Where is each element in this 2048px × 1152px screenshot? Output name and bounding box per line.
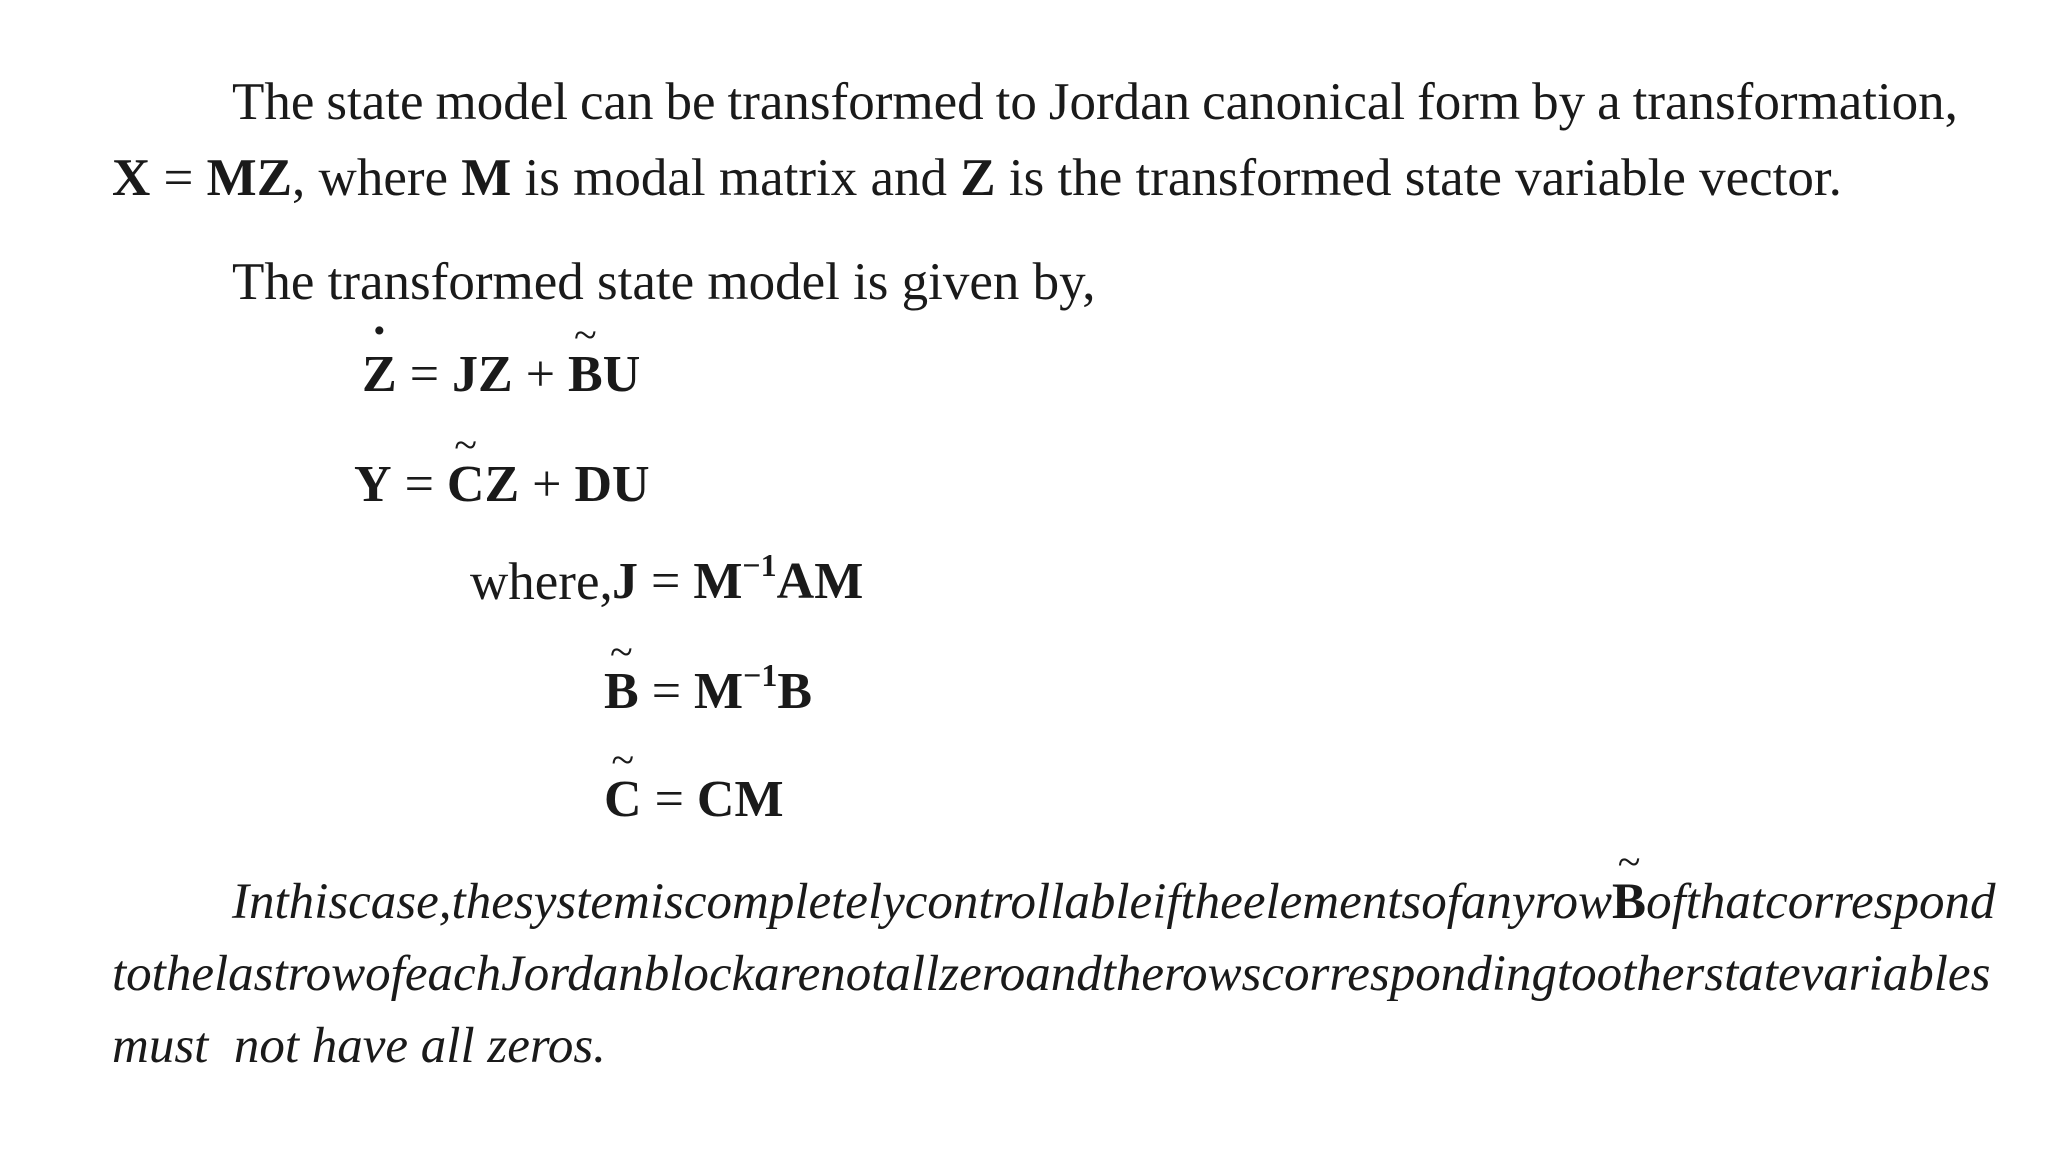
paragraph-1-line-2 [112,148,1842,208]
tilde-accent: ~ [574,313,597,359]
word: canonical [1202,73,1406,131]
word: be [665,73,716,131]
word: row [1534,874,1613,930]
word: form [1417,73,1521,131]
z-dot-symbol: Z · [362,302,397,403]
state-equation: Z · = JZ + B ~ U [362,302,641,403]
word: the [1101,946,1165,1002]
j-definition: $J = M^{-1}AM$ [612,547,864,610]
word: that [1685,874,1766,930]
symbol-x: X [112,149,151,207]
word: other [1596,946,1705,1002]
transformed-model-intro: The transformed state model is given by, [232,253,1096,311]
word: is [649,874,684,930]
tilde-accent: ~ [454,423,478,469]
word: transformation, [1632,73,1958,131]
equals-sign: = [150,149,207,207]
word: In [232,874,275,930]
word: Jordan [1048,73,1191,131]
word: any [1460,874,1535,930]
word: The [232,73,315,131]
word: case, [348,874,452,930]
word: of [1421,874,1461,930]
word: system [513,874,650,930]
symbol-m: M [461,149,512,207]
paragraph-2-line-2 [112,944,1991,1004]
b-tilde-symbol: B ~ [604,630,639,720]
dot-accent: · [371,302,388,358]
word: controllable [904,874,1153,930]
word: corresponding [1261,946,1557,1002]
word: and [1025,946,1102,1002]
word: this [274,874,349,930]
word: of [1646,874,1686,930]
b-tilde-definition: B ~ = $M^{-1}B$ [604,630,813,720]
symbol-mz: MZ [206,149,293,207]
word: can [579,73,654,131]
word: variables [1800,946,1991,1002]
text-fragment: is modal matrix and [511,149,961,207]
word: by [1532,73,1586,131]
word: to [995,73,1037,131]
word: all [885,946,940,1002]
tilde-accent: ~ [609,630,633,676]
b-tilde-symbol: B ~ [1612,840,1647,930]
c-tilde-symbol: C ~ [604,738,642,828]
inverse-exponent: −1 [742,547,777,583]
word: row [287,946,366,1002]
word: Jordan [501,946,644,1002]
text-fragment: is the transformed state variable vector. [995,149,1842,207]
symbol-z: Z [960,149,996,207]
word: not [820,946,886,1002]
word: rows [1164,946,1262,1002]
word: the [451,874,514,930]
text-fragment: , where [292,149,462,207]
word: completely [683,874,905,930]
tilde-accent: ~ [1617,840,1641,886]
word: block [643,946,755,1002]
where-label: where, [470,553,613,611]
word: state [326,73,424,131]
word: state [1704,946,1801,1002]
word: the [151,946,214,1002]
word: zero [939,946,1026,1002]
word: to [112,946,152,1002]
c-tilde-definition: C ~ = CM [604,738,784,828]
word: elements [1242,874,1422,930]
word: to [1556,946,1597,1002]
tilde-accent: ~ [611,738,635,784]
word: of [365,946,405,1002]
paragraph-2-line-3: must not have all zeros. [112,1018,606,1074]
c-tilde-symbol: C ~ [446,423,485,513]
paragraph-2-line-1 [232,840,1996,932]
word: if [1152,874,1181,930]
inverse-exponent: −1 [743,657,778,693]
word: correspond [1765,874,1996,930]
word: each [404,946,502,1002]
word: a [1597,73,1621,131]
word: transformed [727,73,984,131]
word: last [213,946,288,1002]
word: model [435,73,568,131]
paragraph-1-line-1 [232,72,1958,132]
word: the [1180,874,1243,930]
word: are [754,946,821,1002]
output-equation: Y = C ~ Z + DU [354,423,650,513]
b-tilde-symbol: B ~ [568,313,603,403]
